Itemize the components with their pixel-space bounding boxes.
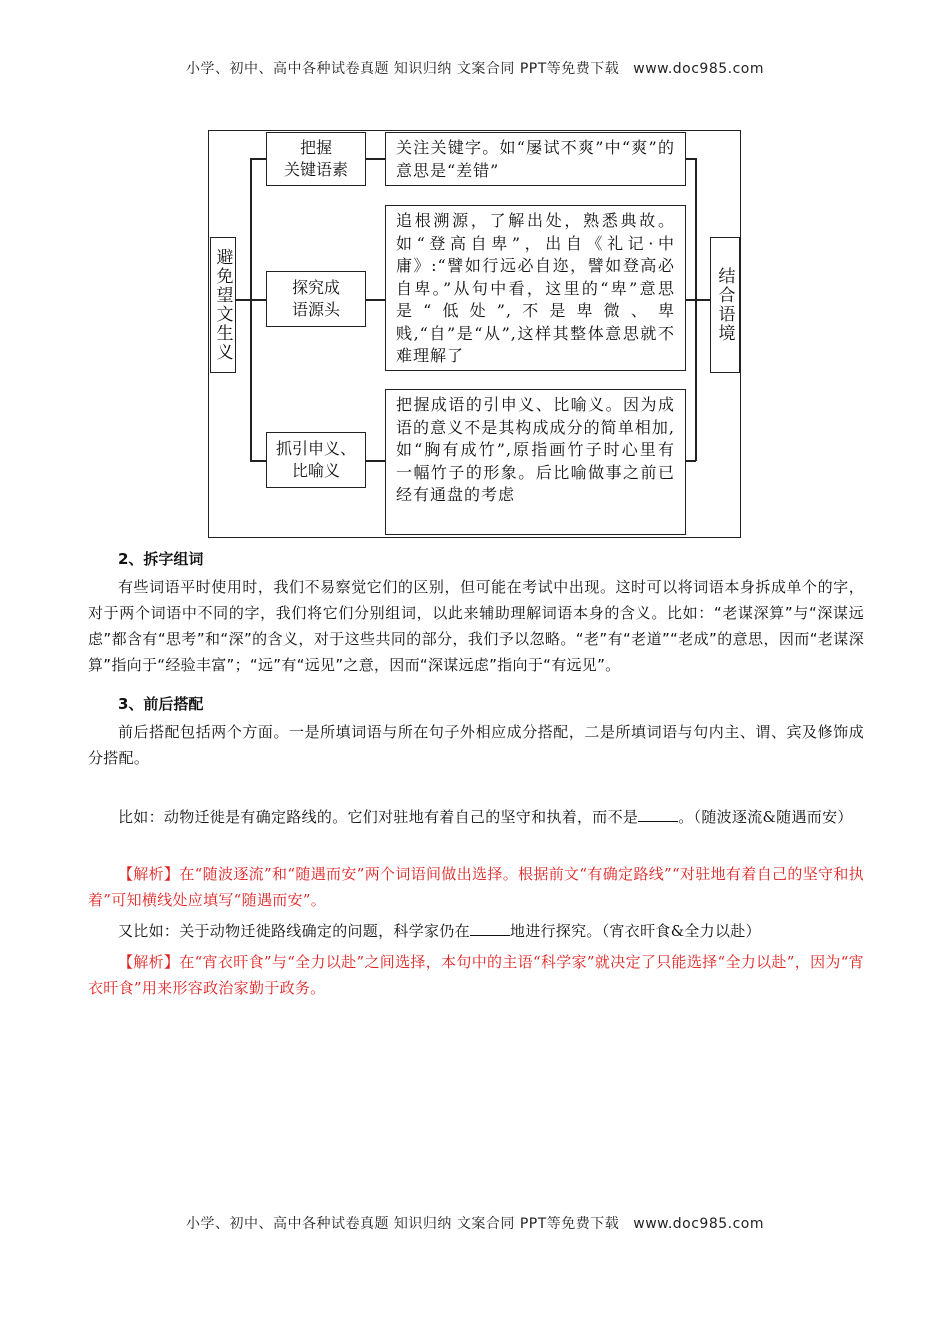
right-label-connector: [695, 299, 710, 301]
header-text: 小学、初中、高中各种试卷真题 知识归纳 文案合同 PPT等免费下载: [185, 61, 620, 77]
right-label-box: [710, 237, 740, 373]
branch2-left-connector: [250, 299, 267, 301]
left-label-connector: [235, 299, 251, 301]
branch3-mid-connector: [365, 460, 386, 462]
left-label-box: [210, 237, 236, 373]
branch1-mid-connector: [365, 158, 386, 160]
left-label: 避免望文生义: [212, 248, 233, 362]
branch2-title-line1: 探究成: [291, 278, 340, 297]
branch3-title-box: [266, 432, 366, 488]
example2-blank: [470, 921, 510, 936]
header-url[interactable]: www.doc985.com: [633, 61, 765, 77]
example1-before: 比如：动物迁徙是有确定路线的。它们对驻地有着自己的坚守和执着，而不是: [118, 808, 639, 826]
page-header: [0, 58, 950, 78]
analysis1: [88, 861, 864, 913]
branch1-title-box: [266, 132, 366, 186]
analysis1-text: 在“随波逐流”和“随遇而安”两个词语间做出选择。根据前文“有确定路线”“对驻地有着自己的坚守和执着”可知横线处应填写“随遇而安”。: [88, 865, 864, 909]
branch3-content: 把握成语的引申义、比喻义。因为成语的意义不是其构成成分的简单相加,如“胸有成竹”,原指画竹子时心里有一幅竹子的形象。后比喻做事之前已经有通盘的考虑: [396, 395, 675, 504]
footer-url[interactable]: www.doc985.com: [633, 1216, 765, 1232]
branch1-right-connector: [685, 158, 696, 160]
analysis2-text: 在“宵衣旰食”与“全力以赴”之间选择，本句中的主语“科学家”就决定了只能选择“全力以赴”，因为“宵衣旰食”用来形容政治家勤于政务。: [88, 953, 864, 997]
section3-paragraph: 前后搭配包括两个方面。一是所填词语与所在句子外相应成分搭配，二是所填词语与句内主、谓、宾及修饰成分搭配。: [88, 723, 864, 767]
branch3-left-connector: [250, 460, 267, 462]
branch1-title-line1: 把握: [299, 138, 332, 157]
branch3-right-connector: [685, 460, 696, 462]
idiom-method-diagram: [208, 130, 741, 538]
right-trunk-line: [695, 158, 697, 461]
example2-before: 又比如：关于动物迁徙路线确定的问题，科学家仍在: [118, 922, 470, 940]
branch2-title-box: [266, 271, 366, 327]
example1-after: 。（随波逐流&随遇而安）: [678, 808, 853, 826]
analysis2: [88, 949, 864, 1001]
branch1-title-line2: 关键语素: [283, 160, 348, 179]
analysis1-label: 【解析】: [118, 865, 180, 883]
branch2-content: 追根溯源，了解出处，熟悉典故。如“登高自卑”，出自《礼记·中庸》:“譬如行远必自迩，譬如登高必自卑。”从句中看，这里的“卑”意思是“低处”,不是卑微、卑贱,“自”是“从”,这样其整体意思就不难理解了: [396, 211, 675, 365]
example2-after: 地进行探究。（宵衣旰食&全力以赴）: [509, 922, 761, 940]
section2-paragraph: 有些词语平时使用时，我们不易察觉它们的区别，但可能在考试中出现。这时可以将词语本身拆成单个的字，对于两个词语中不同的字，我们将它们分别组词，以此来辅助理解词语本身的含义。比如：“老谋深算”与“深谋远虑”都含有“思考”和“深”的含义，对于这些共同的部分，我们予以忽略。“老”有“老道”“老成”的意思，因而“老谋深算”指向于“经验丰富”；“远”有“远见”之意，因而“深谋远虑”指向于“有远见”。: [88, 578, 864, 674]
section2-heading: 2、拆字组词: [118, 550, 204, 568]
example1-blank: [638, 807, 678, 822]
footer-text: 小学、初中、高中各种试卷真题 知识归纳 文案合同 PPT等免费下载: [185, 1216, 620, 1232]
branch2-content-box: [385, 205, 686, 371]
branch2-mid-connector: [365, 299, 386, 301]
section3-heading: 3、前后搭配: [118, 695, 204, 713]
left-trunk-line: [250, 158, 252, 461]
branch1-content-box: [385, 132, 686, 186]
branch3-title-line1: 抓引申义、: [275, 439, 356, 458]
branch1-left-connector: [250, 158, 267, 160]
branch3-content-box: [385, 389, 686, 535]
branch2-title-line2: 语源头: [291, 300, 340, 319]
example1: [88, 804, 864, 830]
example2: [88, 918, 864, 944]
branch3-title-line2: 比喻义: [291, 461, 340, 480]
analysis2-label: 【解析】: [118, 953, 180, 971]
right-label: 结合语境: [714, 267, 735, 343]
page-footer: [0, 1213, 950, 1233]
branch1-content: 关注关键字。如“屡试不爽”中“爽”的意思是“差错”: [396, 138, 675, 180]
